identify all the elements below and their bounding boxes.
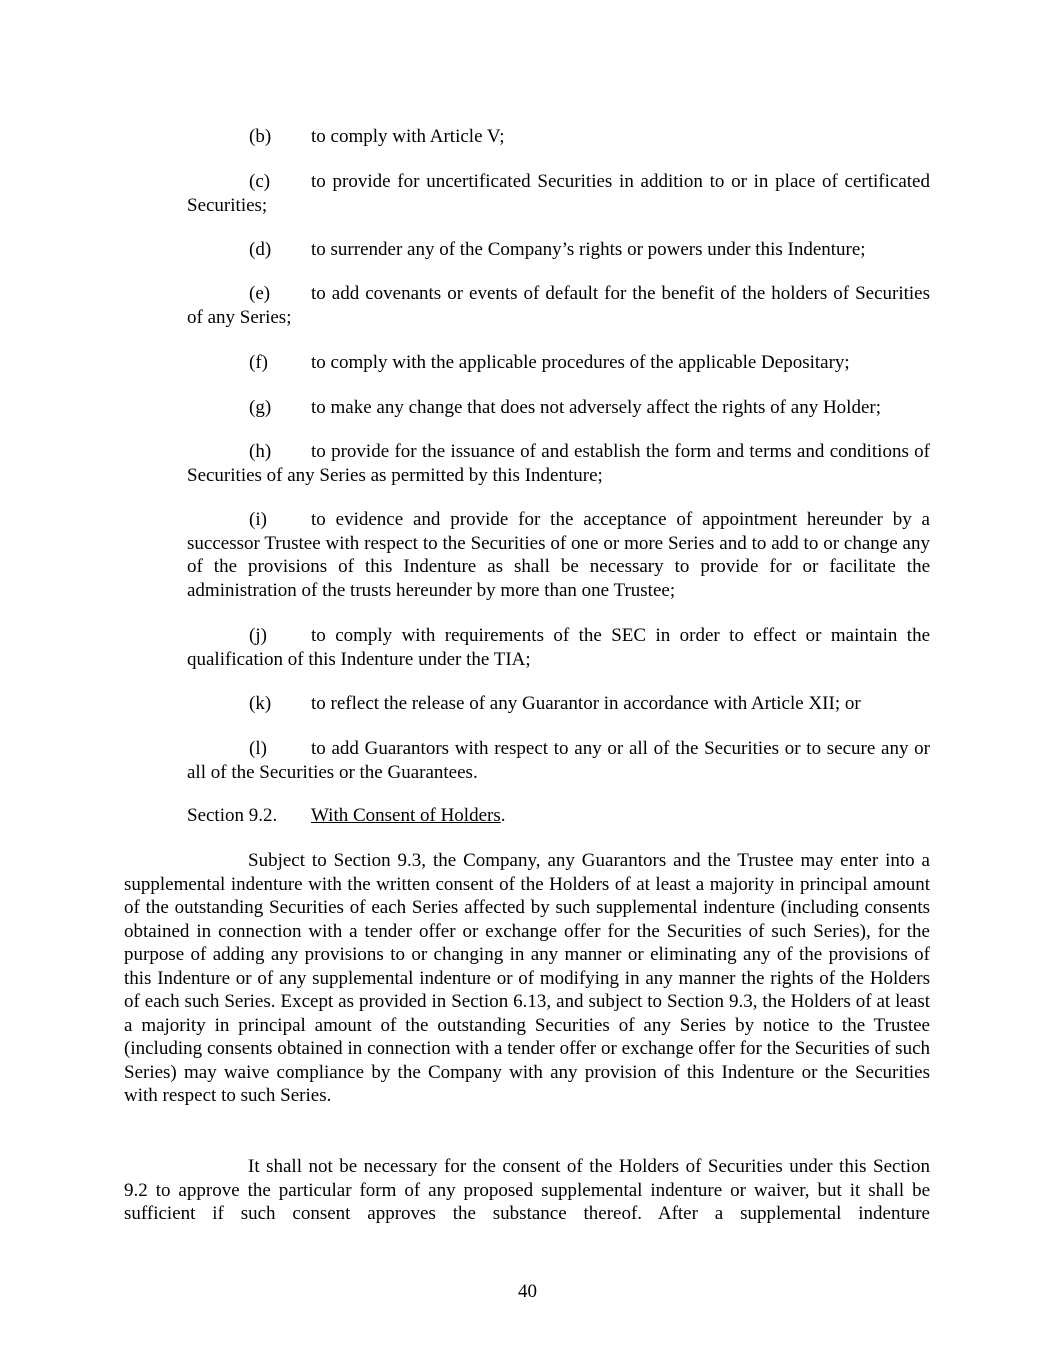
clause-text: to provide for uncertificated Securities in addition to or in place of certificated Securities; bbox=[187, 171, 930, 216]
clause-label: (g) bbox=[249, 397, 272, 418]
clause-text: to add Guarantors with respect to any or all of the Securities or to secure any or all of the Securities or the Guarantees. bbox=[187, 738, 930, 783]
clause-text: to surrender any of the Company’s rights or powers under this Indenture; bbox=[311, 239, 866, 260]
clause-text: to evidence and provide for the acceptance of appointment hereunder by a successor Trustee with respect to the Securities of one or more Series and to add to or change any of the provisions of this Indenture as shall be necessary to provide for or facilitate the administration of the trusts hereunder by more than one Trustee; bbox=[187, 509, 930, 601]
clause-c bbox=[187, 170, 930, 217]
clause-g bbox=[187, 396, 930, 420]
clause-label: (i) bbox=[249, 509, 267, 530]
body-paragraph-continued: It shall not be necessary for the consent of the Holders of Securities under this Section 9.2 to approve the particular form of any proposed supplemental indenture or waiver, but it shall be sufficient if such consent approves the substance thereof. After a supplemental indenture bbox=[124, 1156, 930, 1224]
clause-h bbox=[187, 440, 930, 487]
clause-label: (k) bbox=[249, 693, 272, 714]
section-title: With Consent of Holders bbox=[311, 805, 501, 826]
clause-text: to reflect the release of any Guarantor in accordance with Article XII; or bbox=[311, 693, 861, 714]
clause-j bbox=[187, 624, 930, 671]
clause-text: to comply with the applicable procedures of the applicable Depositary; bbox=[311, 352, 850, 373]
clause-l bbox=[187, 737, 930, 784]
clause-text: to provide for the issuance of and establish the form and terms and conditions of Securities of any Series as permitted by this Indenture; bbox=[187, 441, 930, 486]
clause-label: (d) bbox=[249, 239, 272, 260]
clause-text: to add covenants or events of default for the benefit of the holders of Securities of any Series; bbox=[187, 283, 930, 328]
clause-text: to comply with Article V; bbox=[311, 126, 505, 147]
section-title-suffix: . bbox=[500, 805, 506, 826]
clause-e bbox=[187, 282, 930, 329]
section-number: Section 9.2. bbox=[187, 805, 278, 826]
clause-label: (e) bbox=[249, 283, 271, 304]
clause-b bbox=[187, 125, 930, 149]
body-paragraph: Subject to Section 9.3, the Company, any Guarantors and the Trustee may enter into a supplemental indenture with the written consent of the Holders of at least a majority in principal amount of the outstanding Securities of each Series affected by such supplemental indenture (including consents obtained in connection with a tender offer or exchange offer for the Securities of such Series), for the purpose of adding any provisions to or changing in any manner or eliminating any of the provisions of this Indenture or of any supplemental indenture or of modifying in any manner the rights of the Holders of each such Series. Except as provided in Section 6.13, and subject to Section 9.3, the Holders of at least a majority in principal amount of the outstanding Securities of any Series by notice to the Trustee (including consents obtained in connection with a tender offer or exchange offer for the Securities of such Series) may waive compliance by the Company with any provision of this Indenture or the Securities with respect to such Series. bbox=[124, 850, 930, 1106]
page-number: 40 bbox=[518, 1281, 537, 1302]
clause-label: (c) bbox=[249, 171, 271, 192]
clause-text: to make any change that does not adversely affect the rights of any Holder; bbox=[311, 397, 881, 418]
clause-d bbox=[187, 238, 930, 262]
clause-text: to comply with requirements of the SEC in order to effect or maintain the qualification of this Indenture under the TIA; bbox=[187, 625, 930, 670]
clause-label: (l) bbox=[249, 738, 267, 759]
clause-i bbox=[187, 508, 930, 602]
clause-label: (j) bbox=[249, 625, 267, 646]
clause-f bbox=[187, 351, 930, 375]
clause-k bbox=[187, 692, 930, 716]
clause-label: (f) bbox=[249, 352, 268, 373]
section-heading bbox=[187, 804, 506, 828]
clause-label: (h) bbox=[249, 441, 272, 462]
clause-label: (b) bbox=[249, 126, 272, 147]
